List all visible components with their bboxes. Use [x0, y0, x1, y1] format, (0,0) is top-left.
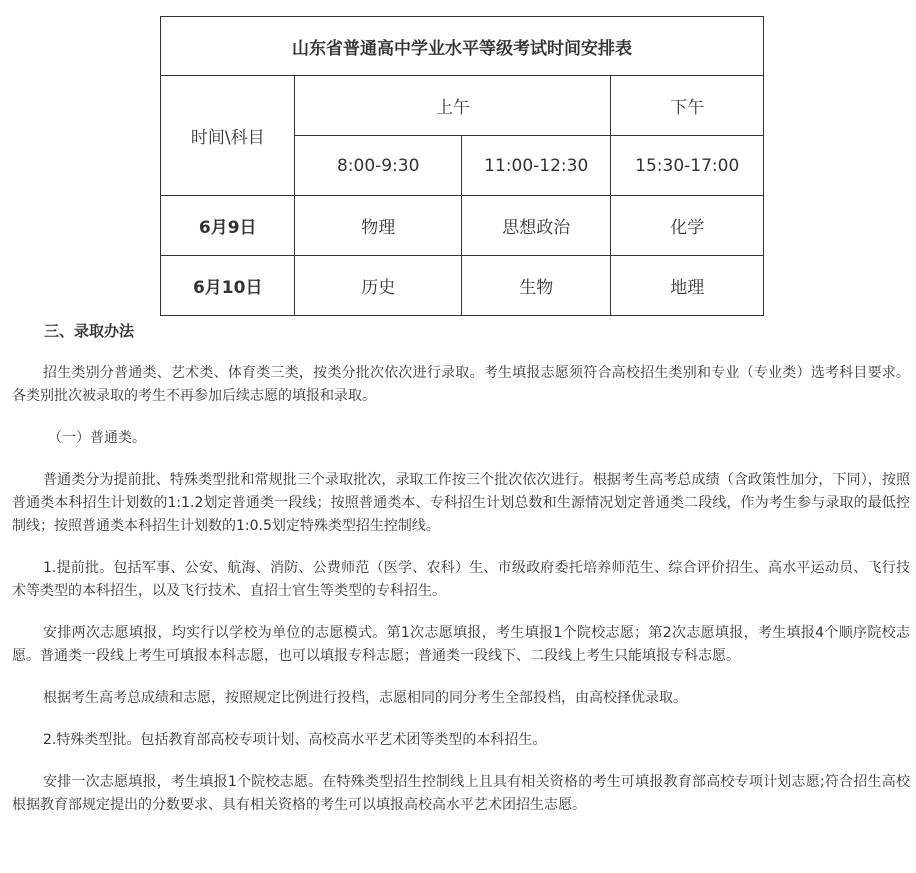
- paragraph: 安排一次志愿填报，考生填报1个院校志愿。在特殊类型招生控制线上且具有相关资格的考生可填报教育部高校专项计划志愿;符合招生高校根据教育部规定提出的分数要求、具有相关资格的考生可以填报高校高水平艺术团招生志愿。: [12, 774, 910, 813]
- subject-cell: 历史: [295, 256, 462, 316]
- exam-schedule-table: [160, 16, 764, 316]
- table-title: 山东省普通高中学业水平等级考试时间安排表: [161, 17, 764, 76]
- afternoon-header: 下午: [611, 76, 764, 136]
- subject-cell: 地理: [611, 256, 764, 316]
- time-slot-3: 15:30-17:00: [611, 136, 764, 196]
- time-slot-1: 8:00-9:30: [295, 136, 462, 196]
- paragraph: 安排两次志愿填报，均实行以学校为单位的志愿模式。第1次志愿填报，考生填报1个院校志愿；第2次志愿填报，考生填报4个顺序院校志愿。普通类一段线上考生可填报本科志愿，也可以填报专科志愿；普通类一段线下、二段线上考生只能填报专科志愿。: [12, 625, 910, 664]
- row-date: 6月10日: [161, 256, 295, 316]
- paragraph: 1.提前批。包括军事、公安、航海、消防、公费师范（医学、农科）生、市级政府委托培养师范生、综合评价招生、高水平运动员、飞行技术等类型的本科招生，以及飞行技术、直招士官生等类型的专科招生。: [12, 560, 910, 599]
- table-row: [161, 196, 764, 256]
- row-date: 6月9日: [161, 196, 295, 256]
- morning-header: 上午: [295, 76, 611, 136]
- subject-cell: 化学: [611, 196, 764, 256]
- article-body: [12, 320, 910, 817]
- paragraph: 招生类别分普通类、艺术类、体育类三类，按类分批次依次进行录取。考生填报志愿须符合高校招生类别和专业（专业类）选考科目要求。各类别批次被录取的考生不再参加后续志愿的填报和录取。: [12, 365, 910, 404]
- paragraph: 2.特殊类型批。包括教育部高校专项计划、高校高水平艺术团等类型的本科招生。: [43, 732, 547, 748]
- subheading: （一）普通类。: [48, 430, 146, 446]
- section-heading: 三、录取办法: [44, 322, 135, 340]
- subject-cell: 思想政治: [461, 196, 610, 256]
- paragraph: 普通类分为提前批、特殊类型批和常规批三个录取批次，录取工作按三个批次依次进行。根据考生高考总成绩（含政策性加分，下同），按照普通类本科招生计划数的1:1.2划定普通类一段线；按照普通类本、专科招生计划总数和生源情况划定普通类二段线，作为考生参与录取的最低控制线；按照普通类本科招生计划数的1:0.5划定特殊类型招生控制线。: [12, 472, 910, 534]
- subject-cell: 物理: [295, 196, 462, 256]
- time-slot-2: 11:00-12:30: [461, 136, 610, 196]
- corner-header: 时间\科目: [161, 76, 295, 196]
- subject-cell: 生物: [461, 256, 610, 316]
- table-row: [161, 256, 764, 316]
- paragraph: 根据考生高考总成绩和志愿，按照规定比例进行投档，志愿相同的同分考生全部投档，由高校择优录取。: [43, 690, 687, 706]
